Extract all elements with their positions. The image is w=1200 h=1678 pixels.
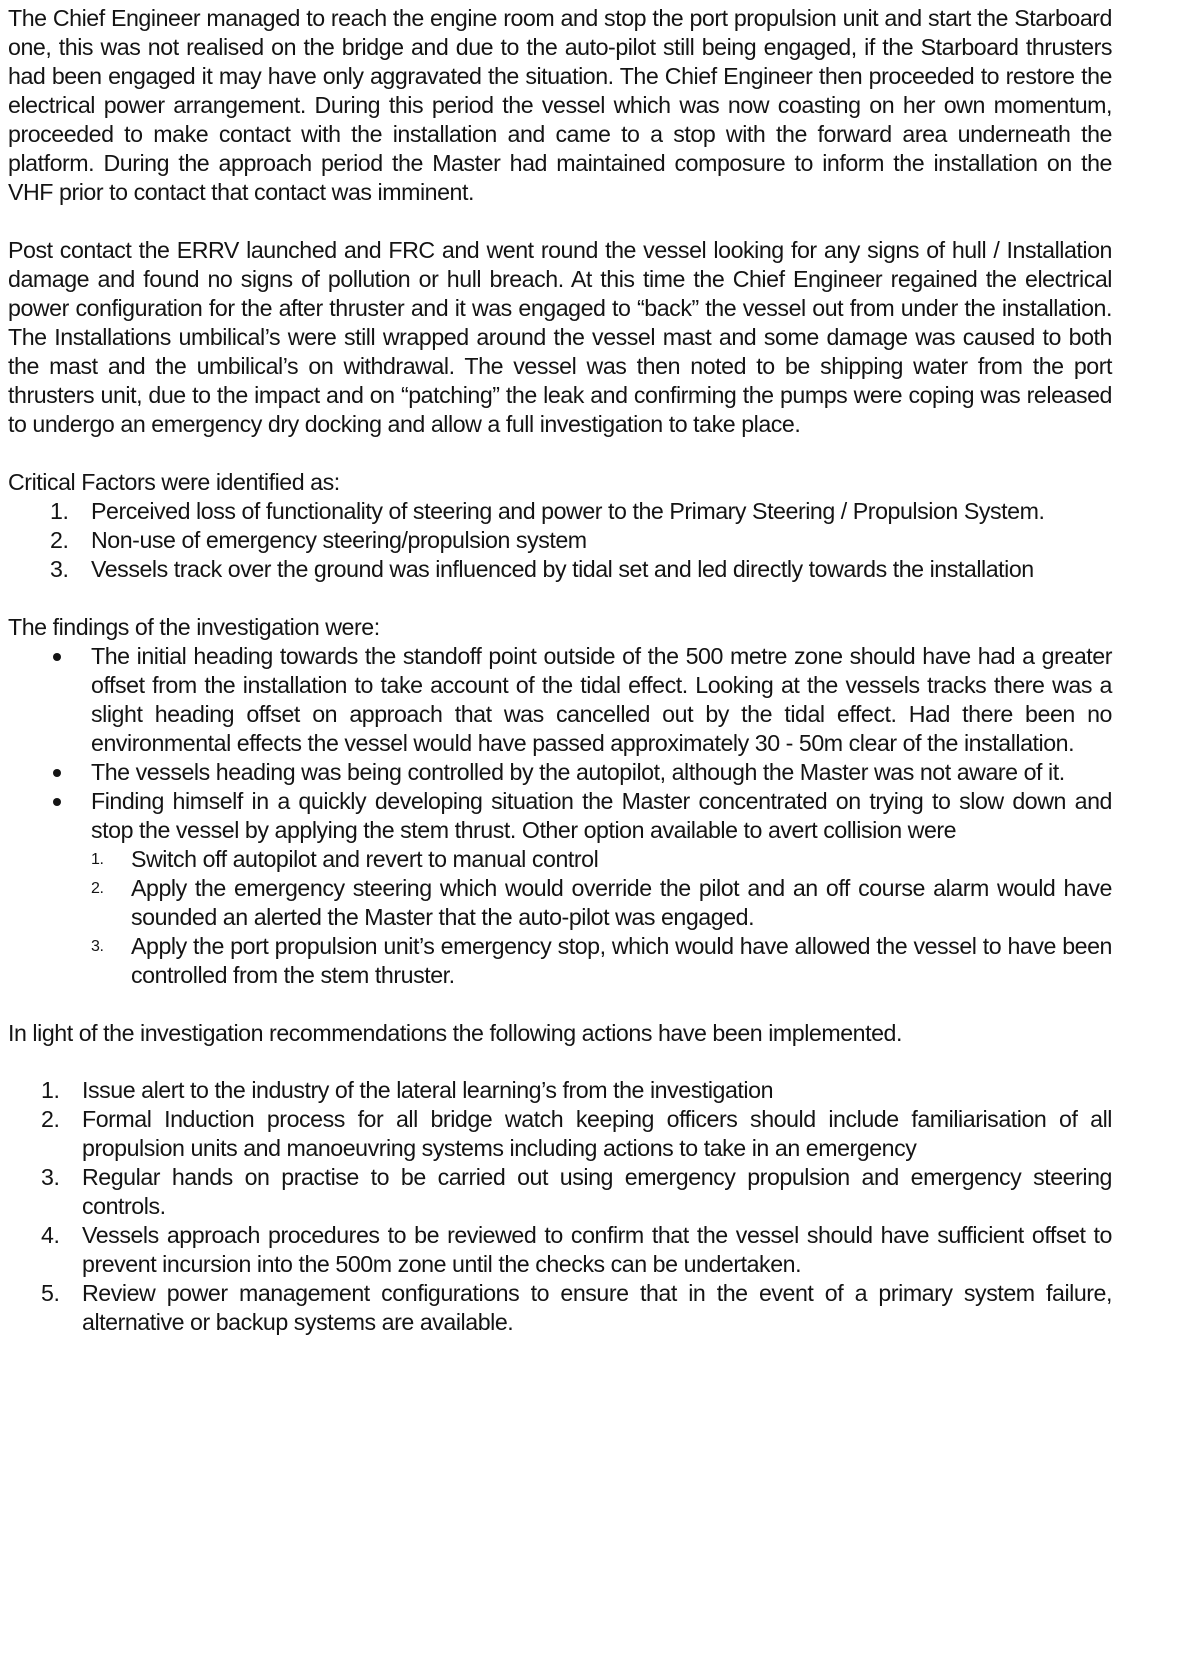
bullet-icon	[53, 769, 61, 777]
spacer	[8, 584, 1112, 613]
action-item	[8, 1105, 1112, 1163]
spacer	[8, 1048, 1112, 1076]
finding-text: The initial heading towards the standoff point outside of the 500 metre zone should have had a greater offset from the installation to take account of the tidal effect. Looking at the vessels tracks there was a slight heading offset on approach that was cancelled out by the tidal effect. Had there been no environmental effects the vessel would have passed approximately 30 - 50m clear of the installation.	[91, 643, 1112, 756]
critical-factor-item	[8, 526, 1112, 555]
action-text: Issue alert to the industry of the lateral learning’s from the investigation	[82, 1077, 774, 1103]
list-number: 5.	[41, 1280, 60, 1306]
list-number: 2.	[41, 1106, 60, 1132]
actions-heading: In light of the investigation recommendations the following actions have been implemented.	[8, 1020, 902, 1046]
list-number: 1.	[91, 851, 104, 868]
action-text: Review power management configurations to ensure that in the event of a primary system failure, alternative or backup systems are available.	[82, 1280, 1112, 1335]
action-item	[8, 1279, 1112, 1337]
list-number: 3.	[50, 556, 69, 582]
critical-factors-heading: Critical Factors were identified as:	[8, 469, 340, 495]
action-item	[8, 1221, 1112, 1279]
avert-option-item	[91, 845, 1112, 874]
action-text: Regular hands on practise to be carried out using emergency propulsion and emergency steering controls.	[82, 1164, 1112, 1219]
list-number: 2.	[50, 527, 69, 553]
list-number: 2.	[91, 880, 104, 897]
avert-option-text: Apply the port propulsion unit’s emergency stop, which would have allowed the vessel to have been controlled from the stem thruster.	[131, 933, 1112, 988]
paragraph-post-contact: Post contact the ERRV launched and FRC and went round the vessel looking for any signs of hull / Installation damage and found no signs of pollution or hull breach. At this time the Chief Engineer regained the electrical power configuration for the after thruster and it was engaged to “back” the vessel out from under the installation. The Installations umbilical’s were still wrapped around the vessel mast and some damage was caused to both the mast and the umbilical’s on withdrawal. The vessel was then noted to be shipping water from the port thrusters unit, due to the impact and on “patching” the leak and confirming the pumps were coping was released to undergo an emergency dry docking and allow a full investigation to take place.	[8, 237, 1112, 437]
list-number: 4.	[41, 1222, 60, 1248]
critical-factor-text: Non-use of emergency steering/propulsion system	[91, 527, 587, 553]
finding-text: The vessels heading was being controlled by the autopilot, although the Master was not aware of it.	[91, 759, 1065, 785]
bullet-icon	[53, 653, 61, 661]
action-item	[8, 1076, 1112, 1105]
critical-factor-text: Perceived loss of functionality of steering and power to the Primary Steering / Propulsion System.	[91, 498, 1045, 524]
findings-heading: The findings of the investigation were:	[8, 614, 380, 640]
action-item	[8, 1163, 1112, 1221]
finding-item	[8, 642, 1112, 758]
critical-factor-item	[8, 497, 1112, 526]
spacer	[8, 990, 1112, 1019]
finding-text: Finding himself in a quickly developing situation the Master concentrated on trying to slow down and stop the vessel by applying the stem thrust. Other option available to avert collision were	[91, 788, 1112, 843]
avert-option-item	[91, 932, 1112, 990]
avert-option-item	[91, 874, 1112, 932]
avert-option-text: Switch off autopilot and revert to manual control	[131, 846, 599, 872]
action-text: Vessels approach procedures to be reviewed to confirm that the vessel should have sufficient offset to prevent incursion into the 500m zone until the checks can be undertaken.	[82, 1222, 1112, 1277]
critical-factor-text: Vessels track over the ground was influenced by tidal set and led directly towards the installation	[91, 556, 1034, 582]
actions-list	[8, 1076, 1112, 1337]
action-text: Formal Induction process for all bridge watch keeping officers should include familiarisation of all propulsion units and manoeuvring systems including actions to take in an emergency	[82, 1106, 1112, 1161]
finding-item	[8, 758, 1112, 787]
critical-factors-list	[8, 497, 1112, 584]
list-number: 1.	[41, 1077, 60, 1103]
avert-option-text: Apply the emergency steering which would override the pilot and an off course alarm would have sounded an alerted the Master that the auto-pilot was engaged.	[131, 875, 1112, 930]
list-number: 1.	[50, 498, 69, 524]
list-number: 3.	[41, 1164, 60, 1190]
findings-list	[8, 642, 1112, 990]
paragraph-chief-engineer: The Chief Engineer managed to reach the engine room and stop the port propulsion unit and start the Starboard one, this was not realised on the bridge and due to the auto-pilot still being engaged, if the Starboard thrusters had been engaged it may have only aggravated the situation. The Chief Engineer then proceeded to restore the electrical power arrangement. During this period the vessel which was now coasting on her own momentum, proceeded to make contact with the installation and came to a stop with the forward area underneath the platform. During the approach period the Master had maintained composure to inform the installation on the VHF prior to contact that contact was imminent.	[8, 5, 1112, 205]
finding-item	[8, 787, 1112, 990]
avert-options-list	[91, 845, 1112, 990]
list-number: 3.	[91, 938, 104, 955]
critical-factor-item	[8, 555, 1112, 584]
bullet-icon	[53, 798, 61, 806]
